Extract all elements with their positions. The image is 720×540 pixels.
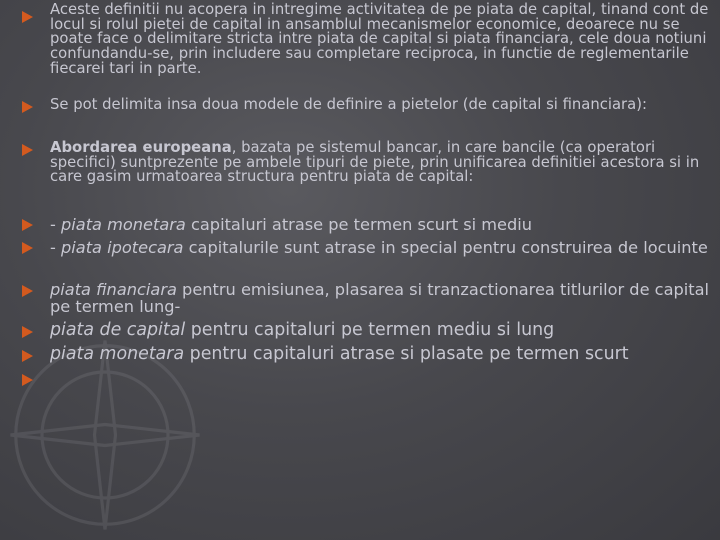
bullet-text <box>50 344 715 364</box>
dash-prefix: - <box>50 215 61 234</box>
triangle-bullet-icon <box>22 11 33 23</box>
bullet-text: Aceste definitii nu acopera in intregime activitatea de pe piata de capital, tinand cont de locul si rolul pietei de capital in ansamblul mecanismelor economice, deoarece nu se poate face o delimitare stricta intre piata de capital si piata financiara, cele doua notiuni confundandu-se, prin includere sau completare reciproca, in functie de reglementarile fiecarei tari in parte. <box>50 1 709 77</box>
bullet-text <box>50 320 715 340</box>
triangle-bullet-icon <box>22 350 33 362</box>
italic-term: piata financiara <box>50 280 177 299</box>
dash-prefix: - <box>50 238 61 257</box>
triangle-bullet-icon <box>22 144 33 156</box>
italic-term: piata monetara <box>50 344 185 364</box>
italic-term: piata ipotecara <box>61 238 184 257</box>
italic-term: piata de capital <box>50 320 186 340</box>
triangle-bullet-icon <box>22 326 33 338</box>
triangle-bullet-icon <box>22 219 33 231</box>
bullet-rest: , bazata pe sistemul bancar, in care bancile (ca operatori specifici) suntprezente pe ambele tipuri de piete, prin unificarea definitiei acestora si in care gasim urmatoarea structura pentru piata de capital: <box>50 139 700 186</box>
bullet-text <box>50 239 715 256</box>
bullet-text <box>50 216 715 233</box>
bullet-text <box>50 141 715 185</box>
bullet-rest: pentru capitaluri atrase si plasate pe termen scurt <box>184 344 629 364</box>
triangle-bullet-icon <box>22 242 33 254</box>
bullet-text: Se pot delimita insa doua modele de definire a pietelor (de capital si financiara): <box>50 96 647 113</box>
bold-term: Abordarea europeana <box>50 139 232 156</box>
italic-term: piata monetara <box>61 215 186 234</box>
triangle-bullet-icon <box>22 101 33 113</box>
triangle-bullet-icon <box>22 374 33 386</box>
bullet-rest: pentru emisiunea, plasarea si tranzactionarea titlurilor de capital pe termen lung- <box>50 280 710 316</box>
bullet-text <box>50 281 715 315</box>
bullet-rest: pentru capitaluri pe termen mediu si lung <box>185 320 555 340</box>
bullet-rest: capitaluri atrase pe termen scurt si mediu <box>185 215 533 234</box>
bullet-rest: capitalurile sunt atrase in special pentru construirea de locuinte <box>183 238 708 257</box>
triangle-bullet-icon <box>22 285 33 297</box>
